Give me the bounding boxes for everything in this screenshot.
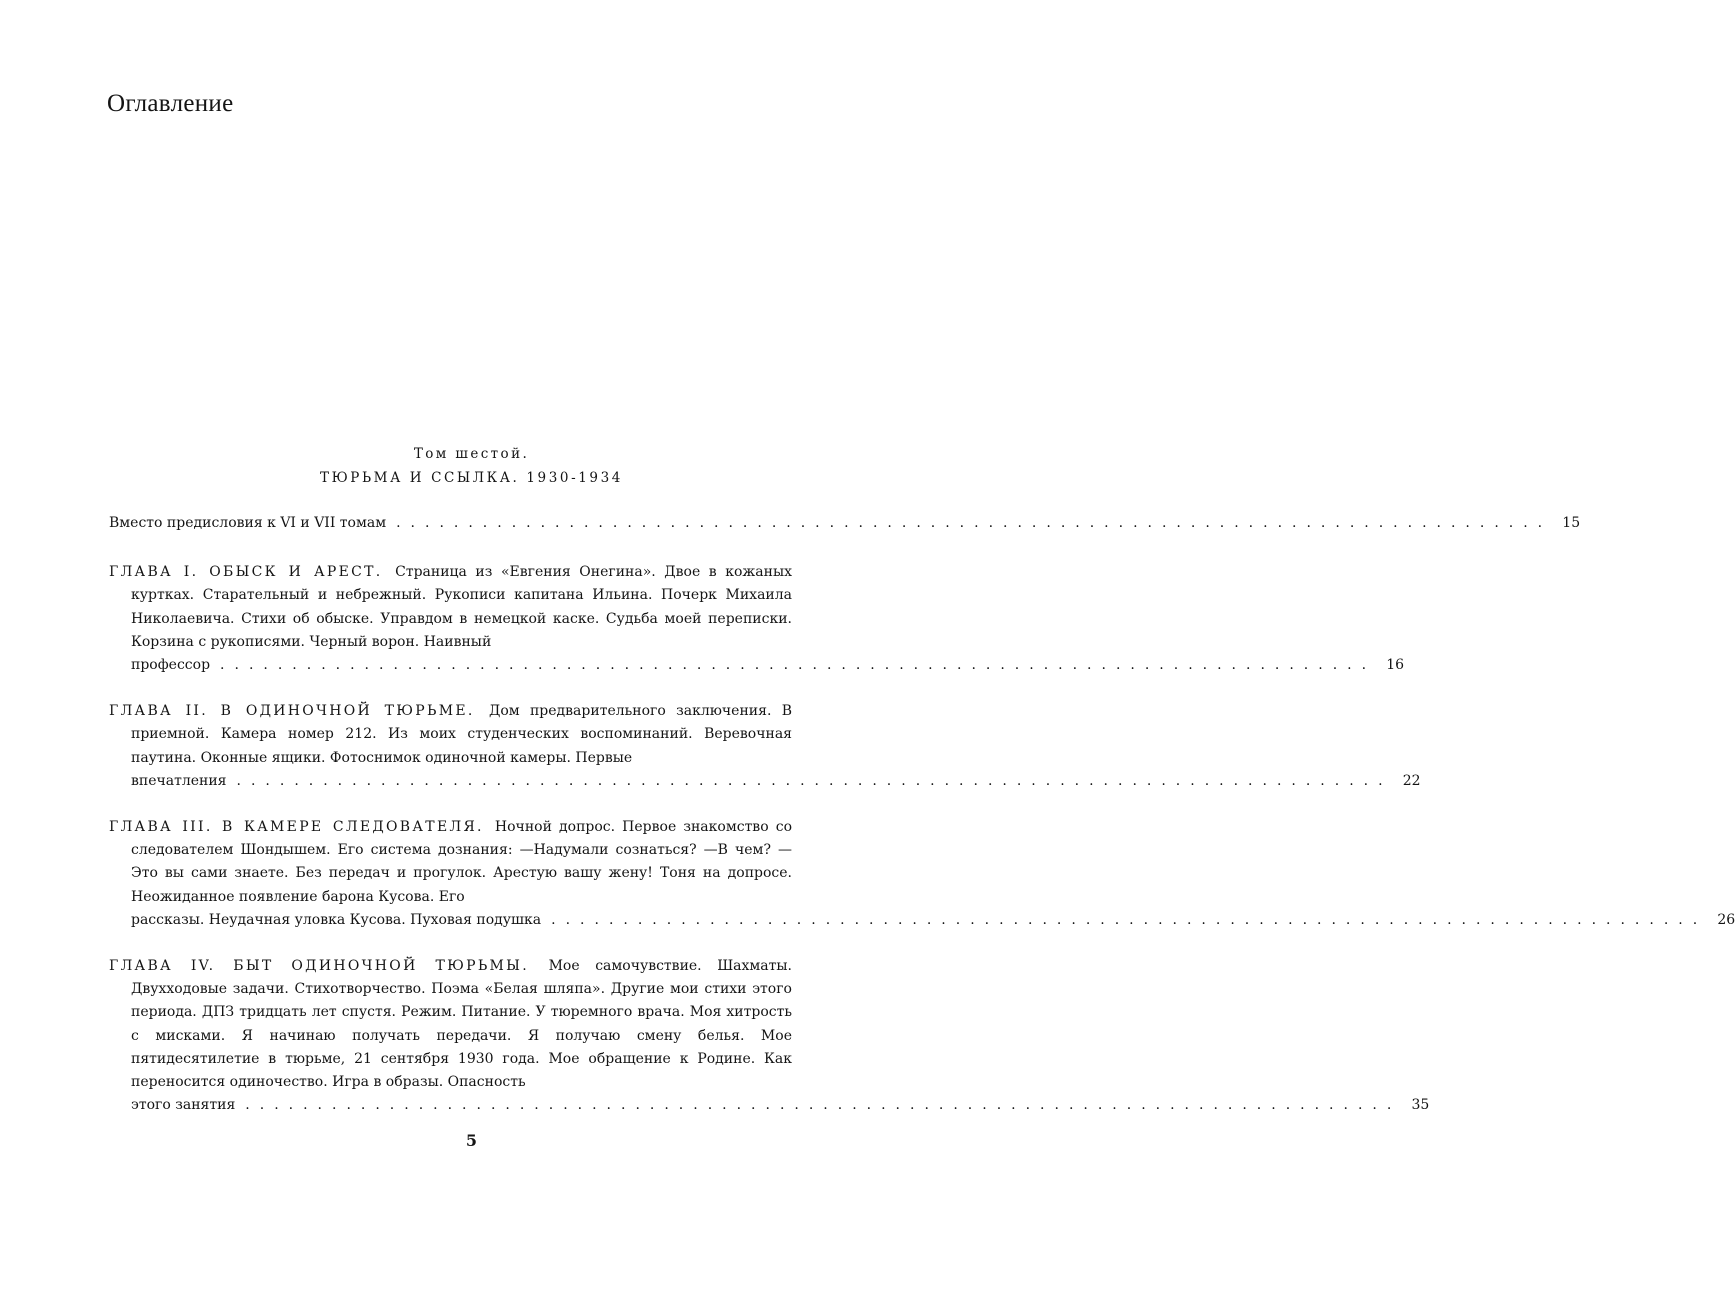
toc-entry-label: Вместо предисловия к VI и VII томам bbox=[109, 515, 387, 531]
chapter-title: ГЛАВА II. В ОДИНОЧНОЙ ТЮРЬМЕ. bbox=[109, 703, 475, 720]
toc-page-number: 16 bbox=[1386, 657, 1405, 674]
volume-heading bbox=[0, 446, 943, 486]
toc-page-number: 35 bbox=[1411, 1097, 1430, 1114]
toc-page-number: 15 bbox=[1562, 515, 1581, 531]
page-number: 5 bbox=[465, 1131, 478, 1150]
toc-entry-line bbox=[109, 909, 1735, 932]
chapter-summary-end: впечатления bbox=[131, 772, 227, 789]
toc-page-number: 22 bbox=[1402, 772, 1421, 789]
chapter-description bbox=[109, 561, 792, 654]
volume-title: Том шестой. bbox=[413, 446, 530, 462]
toc-entry-preface bbox=[109, 512, 1581, 535]
chapter-title: ГЛАВА I. ОБЫСК И АРЕСТ. bbox=[109, 564, 383, 581]
toc-page-number: 26 bbox=[1717, 911, 1735, 928]
dot-leader: ................................................................................ bbox=[551, 911, 1708, 928]
chapter-summary: Мое самочувствие. Шахматы. Двухходовые задачи. Стихотворчество. Поэма «Белая шляпа». Другие мои стихи этого периода. ДПЗ тридцать лет спустя. Режим. Питание. У тюремного врача. Моя хитрость с мисками. Я начинаю получать передачи. Я получаю смену белья. Мое пятидесятилетие в тюрьме, 21 сентября 1930 года. Мое обращение к Родине. Как переносится одиночество. Игра в образы. Опасность bbox=[131, 958, 792, 1091]
toc-entry-line bbox=[109, 512, 1581, 535]
chapter-title: ГЛАВА III. В КАМЕРЕ СЛЕДОВАТЕЛЯ. bbox=[109, 819, 484, 836]
table-of-contents bbox=[109, 512, 1735, 1140]
dot-leader: ................................................................................ bbox=[245, 1097, 1402, 1114]
chapter-description bbox=[109, 700, 792, 770]
toc-entry-line bbox=[109, 654, 1405, 677]
chapter-summary-end: профессор bbox=[131, 657, 211, 674]
toc-entry-chapter-3 bbox=[109, 816, 1735, 932]
toc-entry-chapter-1 bbox=[109, 561, 1405, 677]
volume-subtitle: ТЮРЬМА И ССЫЛКА. 1930-1934 bbox=[319, 470, 624, 486]
chapter-summary: Ночной допрос. Первое знакомство со следователем Шондышем. Его система дознания: —Надумали сознаться? —В чем? —Это вы сами знаете. Без передач и прогулок. Арестую вашу жену! Тоня на допросе. Неожиданное появление барона Кусова. Его bbox=[131, 819, 793, 905]
dot-leader: ................................................................................ bbox=[220, 657, 1377, 674]
chapter-summary: Страница из «Евгения Онегина». Двое в кожаных куртках. Старательный и небрежный. Рукописи капитана Ильина. Почерк Михаила Николаевича. Стихи об обыске. Управдом в немецкой каске. Судьба моей переписки. Корзина с рукописями. Черный ворон. Наивный bbox=[131, 564, 793, 650]
toc-entry-line bbox=[109, 770, 1421, 793]
toc-entry-chapter-4 bbox=[109, 955, 1430, 1117]
chapter-summary: Дом предварительного заключения. В приемной. Камера номер 212. Из моих студенческих воспоминаний. Веревочная паутина. Оконные ящики. Фотоснимок одиночной камеры. Первые bbox=[131, 703, 792, 766]
chapter-summary-end: этого занятия bbox=[131, 1097, 236, 1114]
dot-leader: ................................................................................ bbox=[236, 772, 1393, 789]
toc-entry-line bbox=[109, 1094, 1430, 1117]
toc-entry-chapter-2 bbox=[109, 700, 1421, 793]
dot-leader: ................................................................................ bbox=[396, 515, 1553, 531]
chapter-summary-end: рассказы. Неудачная уловка Кусова. Пуховая подушка bbox=[131, 911, 542, 928]
chapter-description bbox=[109, 955, 792, 1094]
page-heading: Оглавление bbox=[107, 90, 234, 117]
chapter-title: ГЛАВА IV. БЫТ ОДИНОЧНОЙ ТЮРЬМЫ. bbox=[109, 958, 530, 975]
chapter-description bbox=[109, 816, 792, 909]
